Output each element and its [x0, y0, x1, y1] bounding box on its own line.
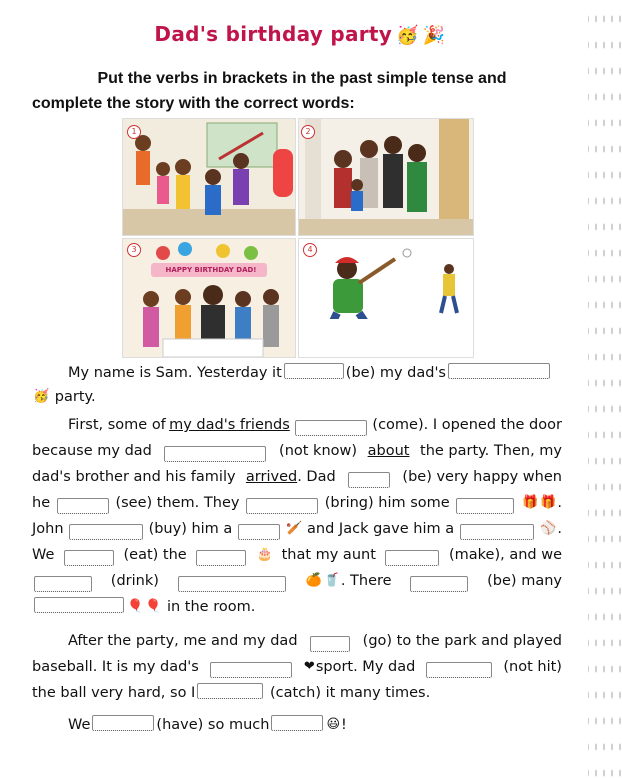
answer-blank[interactable]	[426, 662, 492, 678]
answer-blank[interactable]	[164, 446, 266, 462]
answer-blank[interactable]	[460, 524, 534, 540]
page-title: Dad's birthday party 🥳 🎉	[154, 22, 446, 46]
smiley-icon: 😃	[326, 717, 340, 732]
answer-blank[interactable]	[34, 576, 92, 592]
heart-icon: ❤	[303, 659, 315, 674]
answer-blank[interactable]	[210, 662, 292, 678]
answer-blank[interactable]	[295, 420, 367, 436]
party-popper-icon: 🎉	[422, 25, 446, 46]
gift-icon: 🎁	[522, 495, 539, 510]
story-pictures	[122, 118, 472, 358]
answer-blank[interactable]	[385, 550, 439, 566]
story-line: dad's brother and his family arrived. Dad (be) very happy when	[32, 466, 562, 488]
drink-icon: 🥤	[323, 573, 340, 588]
cake-icon: 🎂	[256, 547, 274, 562]
story-line: We (have) so much 😃!	[68, 714, 562, 736]
answer-blank[interactable]	[410, 576, 468, 592]
baseball-icon: ⚾	[540, 521, 557, 536]
answer-blank[interactable]	[197, 683, 263, 699]
answer-blank[interactable]	[310, 636, 350, 652]
balloon-icon: 🎈	[145, 599, 162, 614]
answer-blank[interactable]	[456, 498, 514, 514]
answer-blank[interactable]	[246, 498, 318, 514]
picture-number: 2	[301, 125, 315, 139]
birthday-icon: 🥳	[33, 389, 50, 404]
story-line: because my dad (not know) about the party. Then, my	[32, 440, 562, 462]
answer-blank[interactable]	[271, 715, 323, 731]
party-face-icon: 🥳	[396, 25, 419, 46]
picture-number: 4	[303, 243, 317, 257]
answer-blank[interactable]	[92, 715, 154, 731]
answer-blank[interactable]	[448, 363, 550, 379]
story-line: he (see) them. They (bring) him some 🎁 🎁.	[32, 492, 562, 514]
story-line: the ball very hard, so I (catch) it many times.	[32, 685, 431, 701]
gift-icon: 🎁	[540, 495, 557, 510]
story-line: 🥳 party.	[32, 386, 562, 408]
picture-2-family	[298, 118, 474, 236]
baseball-bat-icon: 🏏	[286, 521, 303, 536]
story-line: First, some of my dad's friends (come). I opened the door	[68, 414, 562, 436]
orange-juice-icon: 🍊	[305, 573, 322, 588]
story-line: 🎈 🎈 in the room.	[32, 596, 562, 618]
picture-3-party	[122, 238, 296, 358]
answer-blank[interactable]	[196, 550, 246, 566]
answer-blank[interactable]	[57, 498, 109, 514]
birthday-banner: HAPPY BIRTHDAY DAD!	[165, 266, 257, 274]
picture-1-arrival	[122, 118, 296, 236]
picture-number: 3	[127, 243, 141, 257]
story-line: baseball. It is my dad's ❤sport. My dad (not hit)	[32, 656, 562, 678]
picture-4-baseball	[298, 238, 474, 358]
story-line: We (eat) the 🎂 that my aunt (make), and we	[32, 544, 562, 566]
answer-blank[interactable]	[64, 550, 114, 566]
answer-blank[interactable]	[238, 524, 280, 540]
story-line: John (buy) him a 🏏 and Jack gave him a ⚾.	[32, 518, 562, 540]
answer-blank[interactable]	[34, 597, 124, 613]
answer-blank[interactable]	[348, 472, 390, 488]
answer-blank[interactable]	[284, 363, 344, 379]
story-line: My name is Sam. Yesterday it (be) my dad's	[68, 362, 562, 384]
balloon-icon: 🎈	[127, 599, 144, 614]
picture-number: 1	[127, 125, 141, 139]
story-line: After the party, me and my dad (go) to the park and played	[68, 630, 562, 652]
answer-blank[interactable]	[69, 524, 143, 540]
answer-blank[interactable]	[178, 576, 286, 592]
instructions: Put the verbs in brackets in the past simple tense and complete the story with the correct words:	[32, 70, 507, 112]
story-line: (drink) 🍊 🥤. There (be) many	[32, 570, 562, 592]
dotted-margin	[588, 0, 622, 778]
